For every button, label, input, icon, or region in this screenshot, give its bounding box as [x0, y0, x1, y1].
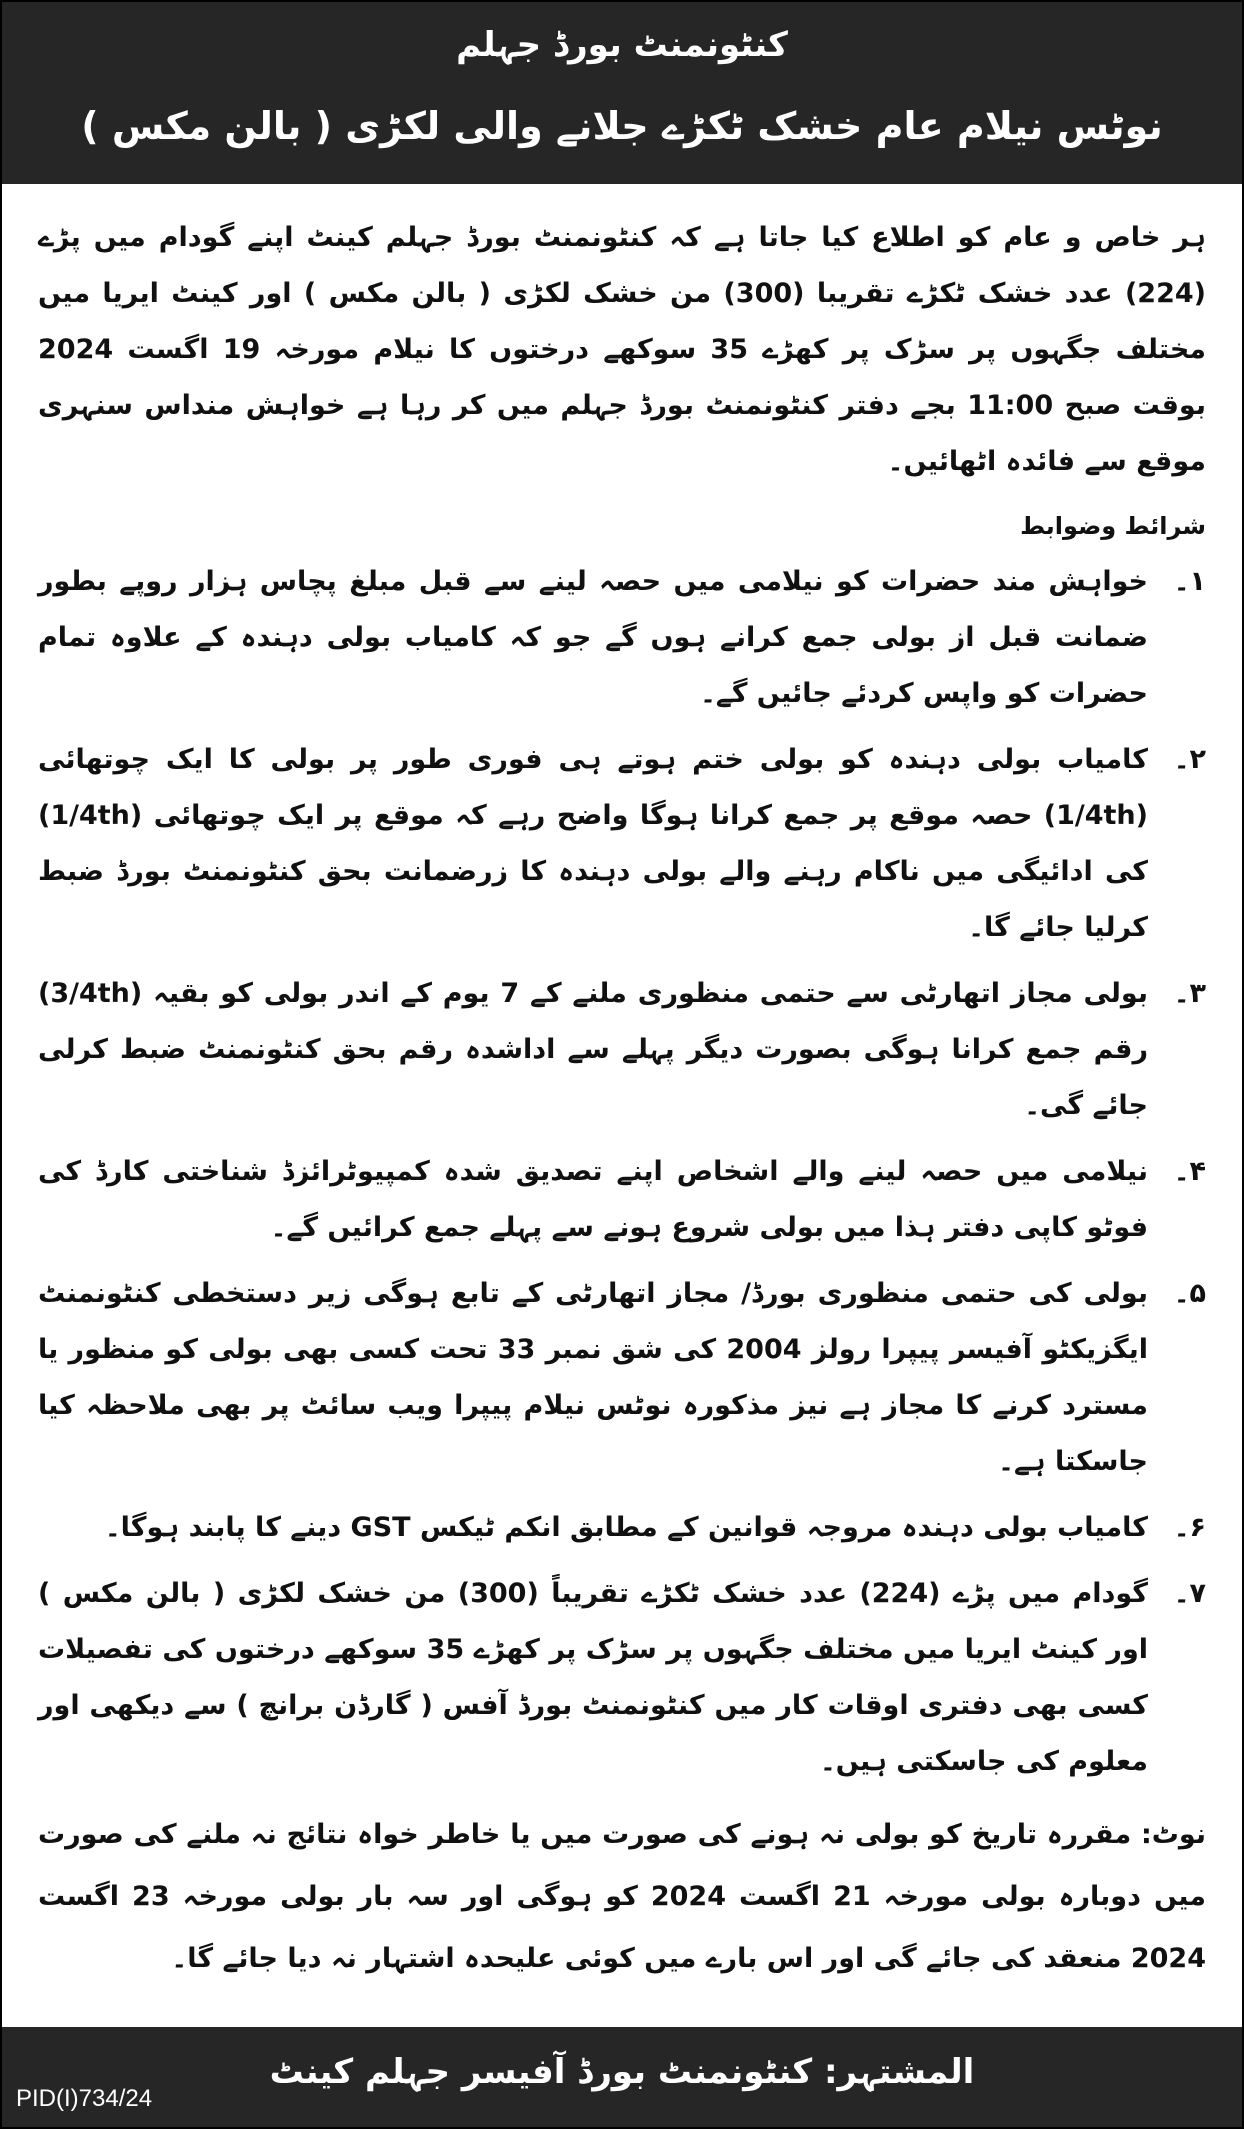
term-item-3	[38, 966, 1206, 1134]
term-item-2	[38, 732, 1206, 956]
term-item-7	[38, 1566, 1206, 1790]
terms-heading: شرائط وضوابط	[1020, 512, 1206, 540]
intro-paragraph: ہر خاص و عام کو اطلاع کیا جاتا ہے کہ کنٹونمنٹ بورڈ جہلم کینٹ اپنے گودام میں پڑے (224) عدد خشک ٹکڑے تقریبا (300) من خشک لکڑی ( بالن مکس ) اور کینٹ ایریا میں مختلف جگہوں پر سڑک پر کھڑے 35 سوکھے درختوں کا نیلام مورخہ 19 اگست 2024 بوقت صبح 11:00 بجے دفتر کنٹونمنٹ بورڈ جہلم میں کر رہا ہے خواہش منداس سنہری موقع سے فائدہ اٹھائیں۔	[38, 222, 1206, 477]
term-number: ۱۔	[1173, 566, 1206, 597]
term-number: ۵۔	[1173, 1278, 1206, 1309]
term-text: گودام میں پڑے (224) عدد خشک ٹکڑے تقریباً (300) من خشک لکڑی ( بالن مکس ) اور کینٹ ایریا میں مختلف جگہوں پر سڑک پر کھڑے 35 سوکھے درختوں کی تفصیلات کسی بھی دفتری اوقات کار میں کنٹونمنٹ بورڈ آفس ( گارڈن برانچ ) سے دیکھی اور معلوم کی جاسکتی ہیں۔	[38, 1578, 1149, 1777]
note-paragraph: نوٹ: مقررہ تاریخ کو بولی نہ ہونے کی صورت میں یا خاطر خواہ نتائج نہ ملنے کی صورت میں دوبارہ بولی مورخہ 21 اگست 2024 کو ہوگی اور سہ بار بولی مورخہ 23 اگست 2024 منعقد کی جائے گی اور اس بارے میں کوئی علیحدہ اشتہار نہ دیا جائے گا۔	[38, 1819, 1206, 1974]
term-item-6	[38, 1500, 1206, 1556]
term-number: ۶۔	[1173, 1512, 1206, 1543]
term-text: بولی کی حتمی منظوری بورڈ/ مجاز اتھارٹی کے تابع ہوگی زیر دستخطی کنٹونمنٹ ایگزیکٹو آفیسر پیپرا رولز 2004 کی شق نمبر 33 تحت کسی بھی بولی کو منظور یا مسترد کرنے کا مجاز ہے نیز مذکورہ نوٹس نیلام پیپرا ویب سائٹ پر بھی ملاحظہ کیا جاسکتا ہے۔	[38, 1278, 1148, 1477]
term-item-5	[38, 1266, 1206, 1490]
term-item-4	[38, 1144, 1206, 1256]
term-item-1	[38, 554, 1206, 722]
notice-body	[38, 210, 1206, 1990]
term-text: نیلامی میں حصہ لینے والے اشخاص اپنے تصدیق شدہ کمپیوٹرائزڈ شناختی کارڈ کی فوٹو کاپی دفتر ہذا میں بولی شروع ہونے سے پہلے جمع کرائیں گے۔	[38, 1156, 1148, 1243]
term-number: ۴۔	[1173, 1156, 1206, 1187]
board-name-title: کنٹونمنٹ بورڈ جہلم	[456, 25, 788, 65]
term-text: بولی مجاز اتھارٹی سے حتمی منظوری ملنے کے 7 یوم کے اندر بولی کو بقیہ (3/4th) رقم جمع کرانا ہوگی بصورت دیگر پہلے سے اداشدہ رقم بحق کنٹونمنٹ ضبط کرلی جائے گی۔	[38, 978, 1148, 1121]
term-text: کامیاب بولی دہندہ مروجہ قوانین کے مطابق انکم ٹیکس GST دینے کا پابند ہوگا۔	[104, 1512, 1148, 1543]
advertiser-line: المشتہر: کنٹونمنٹ بورڈ آفیسر جہلم کینٹ	[269, 2052, 975, 2092]
term-text: خواہش مند حضرات کو نیلامی میں حصہ لینے سے قبل مبلغ پچاس ہزار روپے بطور ضمانت قبل از بولی جمع کرانے ہوں گے جو کہ کامیاب بولی دہندہ کے علاوہ تمام حضرات کو واپس کردئے جائیں گے۔	[38, 566, 1148, 709]
term-number: ۳۔	[1173, 978, 1206, 1009]
notice-header	[2, 2, 1242, 184]
term-number: ۲۔	[1173, 744, 1206, 775]
pid-code: PID(I)734/24	[16, 2085, 153, 2112]
term-text: کامیاب بولی دہندہ کو بولی ختم ہوتے ہی فوری طور پر بولی کا ایک چوتھائی (1/4th) حصہ موقع پر جمع کرانا ہوگا واضح رہے کہ موقع پر ایک چوتھائی (1/4th) کی ادائیگی میں ناکام رہنے والے بولی دہندہ کا زرضمانت بحق کنٹونمنٹ بورڈ ضبط کرلیا جائے گا۔	[38, 744, 1148, 943]
auction-notice-title: نوٹس نیلام عام خشک ٹکڑے جلانے والی لکڑی ( بالن مکس )	[81, 104, 1163, 148]
term-number: ۷۔	[1173, 1578, 1206, 1609]
notice-footer	[2, 2027, 1242, 2127]
